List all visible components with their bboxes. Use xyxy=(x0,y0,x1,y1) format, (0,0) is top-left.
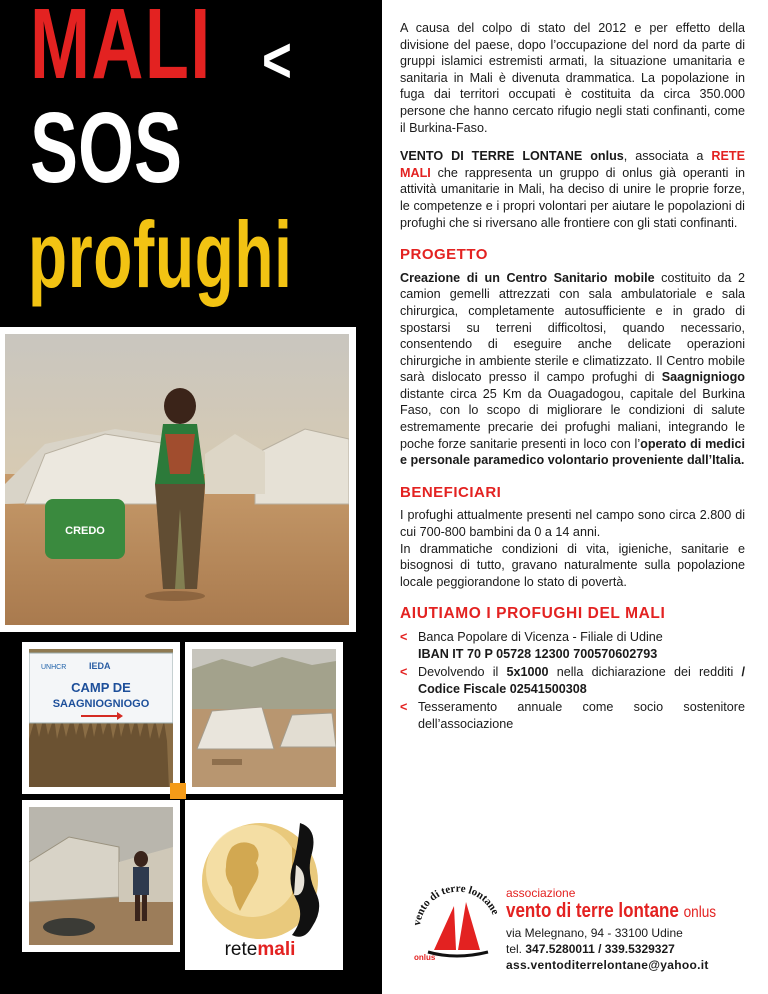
footer-onlus: onlus xyxy=(683,904,717,921)
orange-square-accent xyxy=(170,783,186,799)
tel-label: tel. xyxy=(506,942,526,956)
main-photo-image xyxy=(5,334,349,625)
beneficiari-heading: BENEFICIARI xyxy=(400,483,502,501)
footer-name: vento di terre lontane xyxy=(506,900,679,922)
left-black-panel xyxy=(0,0,382,994)
beneficiari-paragraph-2: In drammatiche condizioni di vita, igieniche, sanitarie e bisognosi di tutto, gravano naturalmente sulla popolazione locale peggiorandone lo stato di povertà. xyxy=(400,541,745,589)
footer-association-label: associazione xyxy=(506,886,576,900)
rete-word: rete xyxy=(224,939,258,960)
intro-p2-text-b: che rappresenta un gruppo di onlus già operanti in attività umanitarie in Mali, ha deciso di unire le proprie forze, le competenze e i propri volontari per aiutare le popolazioni di profughi che si riversano alle frontiere con gli stati confinanti. xyxy=(400,165,745,230)
footer-contact xyxy=(408,856,758,986)
title-mali: MALI xyxy=(30,0,212,100)
main-photo-girl xyxy=(0,327,356,632)
title-sos: SOS xyxy=(30,92,183,204)
bank-name: Banca Popolare di Vicenza - Filiale di Udine xyxy=(418,630,663,644)
help-item-5x1000 xyxy=(400,664,745,697)
camp-place-name: Saagnigniogo xyxy=(661,370,745,385)
camp-sign-image xyxy=(29,649,173,787)
footer-org-name xyxy=(506,900,716,923)
title-arrow: < xyxy=(262,24,292,96)
intro-paragraph-2 xyxy=(400,148,745,231)
help-item-bank xyxy=(400,629,745,662)
beneficiari-paragraph-1: I profughi attualmente presenti nel campo sono circa 2.800 di cui 700-800 bambini da 0 a 14 anni. xyxy=(400,508,745,540)
intro-p2-text-a: , associata a xyxy=(623,149,712,164)
progetto-heading: PROGETTO xyxy=(400,246,488,264)
camp-sign-line2: SAAGNIOGNIOGO xyxy=(52,698,150,710)
5x1000-text-a: Devolvendo il xyxy=(418,665,507,680)
progetto-text-b: distante circa 25 Km da Ouagadogou, capitale del Burkina Faso, con lo scopo di migliorare le condizioni di salute estremamente precarie dei profughi maliani, integrando le poche forze sanitarie presenti in loco con l’ xyxy=(400,386,745,451)
boy-image xyxy=(29,807,173,945)
tents-image xyxy=(192,649,336,787)
vento-di-terre-lontane-logo xyxy=(408,866,504,962)
tel-numbers: 347.5280011 / 339.5329327 xyxy=(525,942,675,956)
unhcr-logo-text: UNHCR xyxy=(41,664,67,671)
footer-email[interactable]: ass.ventoditerrelontane@yahoo.it xyxy=(506,958,709,972)
right-text-column xyxy=(400,20,745,735)
ieda-logo-text: IEDA xyxy=(89,661,111,671)
rete-mali-logo xyxy=(185,800,343,970)
tents-photo xyxy=(185,642,343,794)
codice-fiscale: / Codice Fiscale 02541500308 xyxy=(418,665,745,696)
credo-sign-text: CREDO xyxy=(65,525,105,537)
rete-logo-text xyxy=(225,939,296,960)
progetto-paragraph xyxy=(400,270,745,469)
camp-sign-line1: CAMP DE xyxy=(71,680,131,695)
help-item-membership xyxy=(400,699,745,732)
aiuto-heading: AIUTIAMO I PROFUGHI DEL MALI xyxy=(400,605,666,623)
progetto-lead: Creazione di un Centro Sanitario mobile xyxy=(400,270,655,285)
progetto-tail: operato di medici e personale paramedico volontario proveniente dall’Italia. xyxy=(400,436,745,468)
chevron-left-icon: < xyxy=(400,630,408,644)
org-name: VENTO DI TERRE LONTANE onlus xyxy=(400,149,624,164)
chevron-left-icon: < xyxy=(400,700,408,715)
iban: IBAN IT 70 P 05728 12300 700570602793 xyxy=(418,646,658,661)
logo-arc-text: vento di terre lontane xyxy=(411,882,502,927)
boy-photo xyxy=(22,800,180,952)
logo-onlus-text: onlus xyxy=(414,953,436,962)
intro-paragraph-1: A causa del colpo di stato del 2012 e per effetto della divisione del paese, dopo l’occupazione del nord da parte di gruppi islamici estremisti armati, la situazione umanitaria e sanitaria in Mali è divenuta drammatica. La popolazione in fuga dai territori occupati è costituita da circa 350.000 persone che hanno cercato rifugio negli stati confinanti, come il Burkina-Faso. xyxy=(400,21,745,135)
mali-word: mali xyxy=(257,939,296,960)
svg-text:vento di terre lontane xyxy=(411,883,501,927)
rete-mali-name: RETE MALI xyxy=(400,149,745,180)
5x1000-label: 5x1000 xyxy=(506,665,549,680)
progetto-text-a: costituito da 2 camion gemelli attrezzati con sala ambulatoriale e sala chirurgica, completamente autosufficiente e in grado di spostarsi su terreni difficoltosi, quando necessario, consentendo di eseguire anche delicate operazioni chirurgiche in ambiente sterile e climatizzato. Il Centro mobile sarà dislocato presso il campo profughi di xyxy=(400,270,745,385)
title-profughi: profughi xyxy=(28,202,293,307)
5x1000-text-c: nella dichiarazione dei redditi xyxy=(548,665,742,680)
footer-address: via Melegnano, 94 - 33100 Udine xyxy=(506,926,683,940)
footer-phone xyxy=(506,942,675,956)
chevron-left-icon: < xyxy=(400,665,408,680)
camp-sign-photo xyxy=(22,642,180,794)
membership-text: Tesseramento annuale come socio sostenitore dell’associazione xyxy=(418,700,745,731)
